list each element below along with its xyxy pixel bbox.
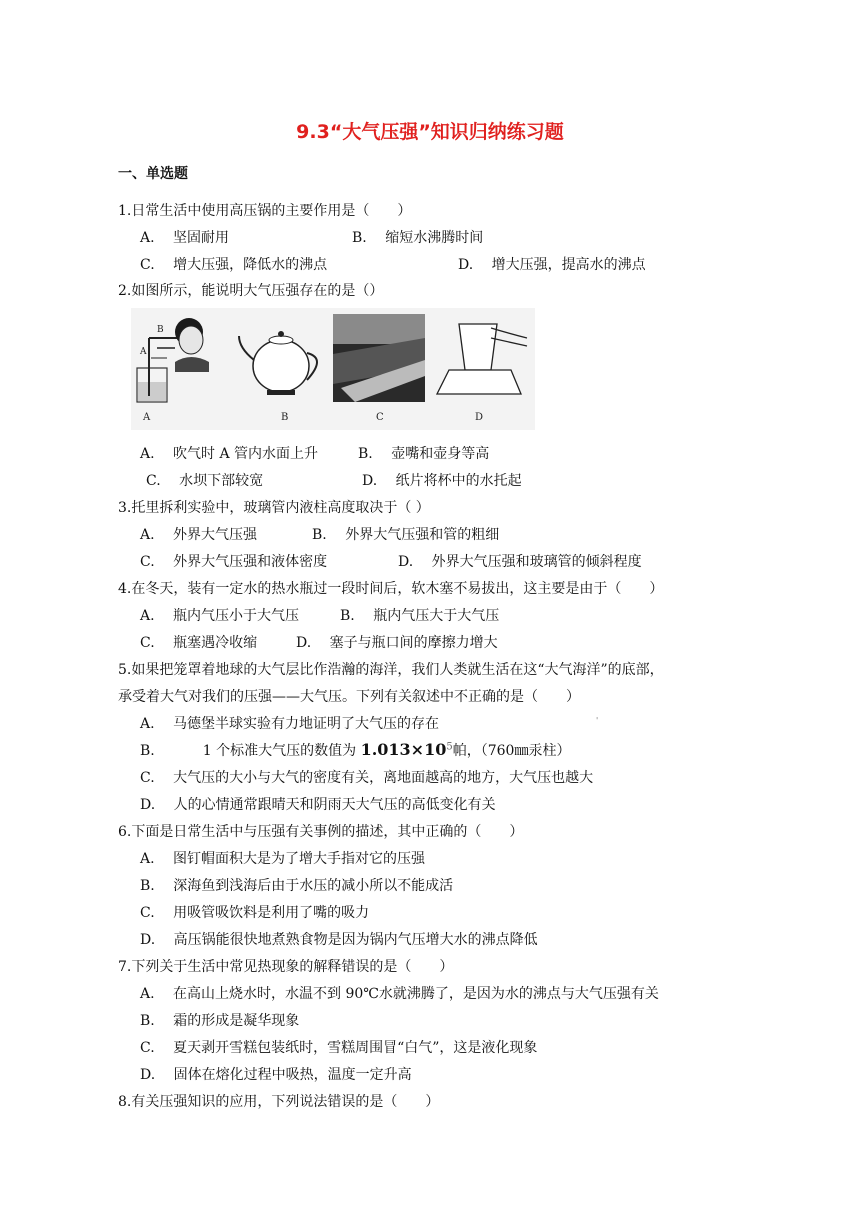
q3-option-b: B. 外界大气压强和管的粗细: [312, 527, 500, 543]
q4-option-b: B. 瓶内气压大于大气压: [340, 608, 500, 624]
q5-option-b: [140, 740, 570, 760]
exponent: 5: [446, 741, 453, 753]
panel-b-teapot: [239, 331, 317, 423]
q1-option-a: A. 坚固耐用: [140, 230, 230, 246]
question-8-stem: 8.有关压强知识的应用，下列说法错误的是（ ）: [118, 1094, 440, 1110]
question-5-stem-line1: 5.如果把笼罩着地球的大气层比作浩瀚的海洋，我们人类就生活在这“大气海洋”的底部，: [118, 662, 664, 678]
panel-c-dam-photo: [333, 314, 425, 423]
q3-option-a: A. 外界大气压强: [140, 527, 258, 543]
q6-option-b: B. 深海鱼到浅海后由于水压的减小所以不能成活: [140, 878, 454, 894]
q1-option-b: B. 缩短水沸腾时间: [352, 230, 484, 246]
q2-option-d: D. 纸片将杯中的水托起: [362, 473, 522, 489]
page-title: 9.3“大气压强”知识归纳练习题: [296, 121, 564, 143]
q3-option-d: D. 外界大气压强和玻璃管的倾斜程度: [398, 554, 642, 570]
q2-option-a: A. 吹气时 A 管内水面上升: [140, 446, 319, 462]
question-5-stem-line2: 承受着大气对我们的压强——大气压。下列有关叙述中不正确的是（ ）: [118, 689, 580, 705]
section-heading: 一、单选题: [118, 166, 188, 182]
q5-option-d: D. 人的心情通常跟晴天和阴雨天大气压的高低变化有关: [140, 797, 496, 813]
panel-label-b: B: [281, 412, 289, 423]
q6-option-c: C. 用吸管吸饮料是利用了嘴的吸力: [140, 905, 370, 921]
question-2-figure: [131, 308, 535, 430]
q7-option-d: D. 固体在熔化过程中吸热，温度一定升高: [140, 1067, 412, 1083]
panel-label-c: C: [376, 412, 384, 423]
panel-label-a: A: [143, 412, 151, 423]
q2-option-b: B. 壶嘴和壶身等高: [358, 446, 490, 462]
question-7-stem: 7.下列关于生活中常见热现象的解释错误的是（ ）: [118, 959, 454, 975]
q6-option-d: D. 高压锅能很快地煮熟食物是因为锅内气压增大水的沸点降低: [140, 932, 538, 948]
panel-label-d: D: [475, 412, 484, 423]
q5-option-b-text: 1 个标准大气压的数值为: [202, 743, 357, 759]
question-6-stem: 6.下面是日常生活中与压强有关事例的描述，其中正确的（ ）: [118, 824, 524, 840]
question-1-stem: 1.日常生活中使用高压锅的主要作用是（ ）: [118, 203, 412, 219]
q4-option-a: A. 瓶内气压小于大气压: [140, 608, 300, 624]
q4-option-c: C. 瓶塞遇冷收缩: [140, 635, 258, 651]
q6-option-a: A. 图钉帽面积大是为了增大手指对它的压强: [140, 851, 426, 867]
question-3-stem: 3.托里拆利实验中，玻璃管内液柱高度取决于（ ）: [118, 500, 430, 516]
question-4-stem: 4.在冬天，装有一定水的热水瓶过一段时间后，软木塞不易拔出，这主要是由于（ ）: [118, 581, 664, 597]
q5-option-a: A. 马德堡半球实验有力地证明了大气压的存在: [140, 716, 440, 732]
q7-option-c: C. 夏天剥开雪糕包装纸时，雪糕周围冒“白气”，这是液化现象: [140, 1040, 538, 1056]
question-2-stem: 2.如图所示，能说明大气压强存在的是（）: [118, 283, 384, 299]
q7-option-a: A. 在高山上烧水时，水温不到 90℃水就沸腾了，是因为水的沸点与大气压强有关: [140, 986, 659, 1002]
panel-a-straw-experiment: [137, 318, 209, 423]
atmospheric-pressure-value: 1.013×10: [360, 740, 447, 759]
q2-option-c: C. 水坝下部较宽: [146, 473, 264, 489]
four-panel-illustration: [131, 308, 535, 430]
q5-option-b-label: B.: [140, 743, 155, 759]
panel-d-inverted-cup: [437, 324, 527, 423]
q5-option-c: C. 大气压的大小与大气的密度有关，离地面越高的地方，大气压也越大: [140, 770, 594, 786]
q4-option-d: D. 塞子与瓶口间的摩擦力增大: [296, 635, 498, 651]
tube-label-a: A: [140, 347, 147, 357]
q5-option-b-unit: 帕，（760㎜汞柱）: [452, 743, 571, 759]
q1-option-d: D. 增大压强，提高水的沸点: [458, 257, 646, 273]
q1-option-c: C. 增大压强，降低水的沸点: [140, 257, 328, 273]
q7-option-b: B. 霜的形成是凝华现象: [140, 1013, 300, 1029]
stray-mark: ': [596, 716, 599, 725]
tube-label-b: B: [157, 325, 164, 335]
q3-option-c: C. 外界大气压强和液体密度: [140, 554, 328, 570]
